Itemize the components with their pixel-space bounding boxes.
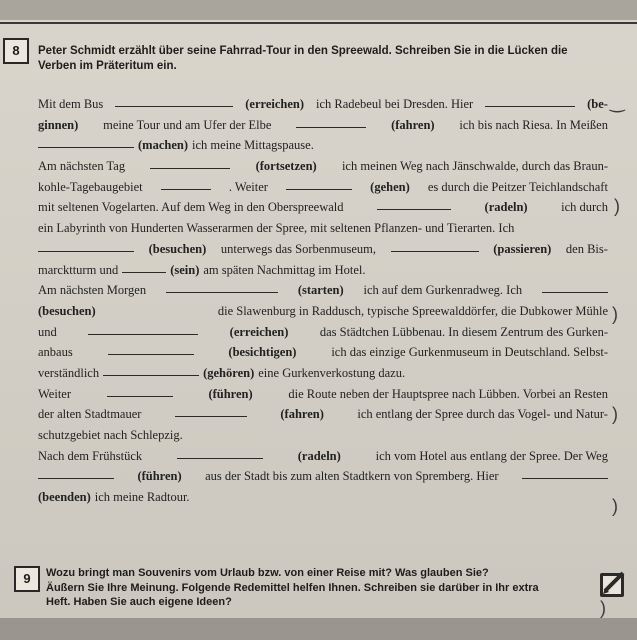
verb-hint: (führen) <box>137 469 182 484</box>
text-line-2 <box>38 115 608 136</box>
answer-blank[interactable] <box>38 240 134 252</box>
text-fragment: das Städtchen Lübbenau. In diesem Zentrum des Gurken- <box>319 324 608 339</box>
answer-blank[interactable] <box>377 198 451 210</box>
pencil-mark-2: ) <box>614 196 620 216</box>
text-fragment: anbaus <box>38 345 73 360</box>
verb-hint: (gehören) <box>203 365 255 380</box>
text-line-10 <box>38 280 608 301</box>
text-fragment: Am nächsten Tag <box>38 159 126 174</box>
text-fragment: eine Gurkenverkostung dazu. <box>258 365 406 380</box>
text-fragment: ich vom Hotel aus entlang der Spree. Der Weg <box>375 448 608 463</box>
text-fragment: und <box>38 324 57 339</box>
answer-blank[interactable] <box>88 323 198 335</box>
verb-hint: (fahren) <box>391 117 435 132</box>
text-fragment: ein Labyrinth von Hunderten Wasserarmen der Spree, mit seltenen Pflanzen- und Tierarten. Ich <box>38 221 515 236</box>
answer-blank[interactable] <box>177 447 263 459</box>
verb-hint: (radeln) <box>484 200 528 215</box>
text-fragment: ich meine Mittagspause. <box>192 138 314 153</box>
verb-hint: (besichtigen) <box>228 345 297 360</box>
text-line-9 <box>38 260 608 281</box>
text-fragment: ich Radebeul bei Dresden. Hier <box>315 97 474 111</box>
task8-instruction-line2: Verben im Präteritum ein. <box>38 60 177 72</box>
answer-blank[interactable] <box>391 240 479 252</box>
answer-blank[interactable] <box>522 467 608 479</box>
text-fragment: ich meine Radtour. <box>94 490 190 505</box>
text-fragment: Nach dem Frühstück <box>38 448 143 463</box>
pencil-mark-1: ‿ <box>610 92 625 112</box>
text-line-12 <box>38 322 608 343</box>
text-line-13 <box>38 342 608 363</box>
task8-cloze-text <box>38 94 608 508</box>
text-fragment: verständlich <box>38 365 100 380</box>
text-line-1 <box>38 94 608 115</box>
text-fragment: ich meinen Weg nach Jänschwalde, durch das Braun- <box>341 159 608 174</box>
text-fragment: aus der Stadt bis zum alten Stadtkern von Spremberg. Hier <box>205 469 499 484</box>
text-line-8 <box>38 239 608 260</box>
text-fragment: es durch die Peitzer Teichlandschaft <box>427 179 608 194</box>
verb-hint: (sein) <box>170 262 200 277</box>
text-fragment: ich durch <box>561 200 608 215</box>
text-fragment: am späten Nachmittag im Hotel. <box>203 262 366 277</box>
answer-blank[interactable] <box>286 178 352 190</box>
verb-hint: (erreichen) <box>229 324 289 339</box>
verb-hint: (fahren) <box>280 407 324 422</box>
task8-instruction <box>38 44 628 74</box>
text-fragment: Mit dem Bus <box>38 97 104 111</box>
text-fragment: meine Tour und am Ufer der Elbe <box>103 117 272 132</box>
verb-hint: (besuchen) <box>38 303 96 318</box>
text-line-5 <box>38 177 608 198</box>
answer-blank[interactable] <box>108 343 194 355</box>
task9-line1: Wozu bringt man Souvenirs vom Urlaub bzw. von einer Reise mit? Was glauben Sie? <box>46 567 489 579</box>
verb-hint: ginnen) <box>38 117 79 132</box>
pencil-mark-4: ) <box>612 404 618 424</box>
pencil-mark-5: ) <box>612 496 618 516</box>
verb-hint: (passieren) <box>493 241 552 256</box>
text-fragment: den Bis- <box>565 241 608 256</box>
text-line-14 <box>38 363 608 384</box>
answer-blank[interactable] <box>175 405 247 417</box>
text-line-15 <box>38 384 608 405</box>
text-line-11 <box>38 301 608 322</box>
verb-hint: (fortsetzen) <box>255 159 317 174</box>
answer-blank[interactable] <box>542 281 608 293</box>
verb-hint: (be- <box>587 97 608 111</box>
verb-hint: (beenden) <box>38 490 91 505</box>
text-line-16 <box>38 404 608 425</box>
text-fragment: ich auf dem Gurkenradweg. Ich <box>363 283 523 298</box>
text-fragment: Am nächsten Morgen <box>38 283 147 298</box>
text-line-3 <box>38 135 608 156</box>
text-fragment: ich das einzige Gurkenmuseum in Deutschland. Selbst- <box>331 345 608 360</box>
answer-blank[interactable] <box>103 364 199 376</box>
pencil-mark-6: ) <box>600 598 606 618</box>
verb-hint: (besuchen) <box>148 241 207 256</box>
text-line-4 <box>38 156 608 177</box>
answer-blank[interactable] <box>485 95 575 107</box>
verb-hint: (erreichen) <box>245 97 304 111</box>
answer-blank[interactable] <box>296 116 366 128</box>
verb-hint: (radeln) <box>297 448 341 463</box>
pencil-mark-3: ) <box>612 304 618 324</box>
header-rule <box>0 22 637 24</box>
text-line-17 <box>38 425 608 446</box>
task8-instruction-line1: Peter Schmidt erzählt über seine Fahrrad-Tour in den Spreewald. Schreiben Sie in die Lücken die <box>38 45 568 57</box>
text-fragment: der alten Stadtmauer <box>38 407 142 422</box>
task-number-9: 9 <box>14 566 40 592</box>
verb-hint: (gehen) <box>370 179 410 194</box>
answer-blank[interactable] <box>107 385 173 397</box>
verb-hint: (machen) <box>138 138 188 153</box>
task9-instruction <box>46 566 596 610</box>
answer-blank[interactable] <box>166 281 278 293</box>
text-fragment: die Slawenburg in Raddusch, typische Spreewalddörfer, die Dubkower Mühle <box>217 303 608 318</box>
text-fragment: mit seltenen Vogelarten. Auf dem Weg in den Oberspreewald <box>38 200 344 215</box>
task9-line3: Heft. Haben Sie auch eigene Ideen? <box>46 596 232 608</box>
verb-hint: (starten) <box>297 283 344 298</box>
text-fragment: . Weiter <box>228 179 268 194</box>
text-fragment: die Route neben der Hauptspree nach Lübben. Vorbei an Resten <box>288 386 608 401</box>
answer-blank[interactable] <box>115 95 233 107</box>
text-fragment: kohle-Tagebaugebiet <box>38 179 143 194</box>
answer-blank[interactable] <box>150 157 230 169</box>
text-line-20 <box>38 487 608 508</box>
text-line-18 <box>38 446 608 467</box>
page-top-edge <box>0 0 637 20</box>
text-fragment: marcktturm und <box>38 262 119 277</box>
text-fragment: schutzgebiet nach Schlepzig. <box>38 428 183 442</box>
pencil-notebook-icon <box>596 567 630 601</box>
answer-blank[interactable] <box>38 136 134 148</box>
answer-blank[interactable] <box>122 261 166 273</box>
text-line-7 <box>38 218 608 239</box>
task9-line2: Äußern Sie Ihre Meinung. Folgende Redemittel helfen Ihnen. Schreiben sie darüber in Ihr extra <box>46 581 539 594</box>
text-fragment: Weiter <box>38 386 72 401</box>
page-bottom-edge <box>0 618 637 640</box>
answer-blank[interactable] <box>38 467 114 479</box>
text-fragment: ich entlang der Spree durch das Vogel- und Natur- <box>357 407 608 422</box>
task-number-8: 8 <box>3 38 29 64</box>
text-fragment: ich bis nach Riesa. In Meißen <box>459 117 608 132</box>
text-line-6 <box>38 197 608 218</box>
text-line-19 <box>38 466 608 487</box>
text-fragment: unterwegs das Sorbenmuseum, <box>220 241 377 256</box>
verb-hint: (führen) <box>208 386 253 401</box>
answer-blank[interactable] <box>161 178 211 190</box>
